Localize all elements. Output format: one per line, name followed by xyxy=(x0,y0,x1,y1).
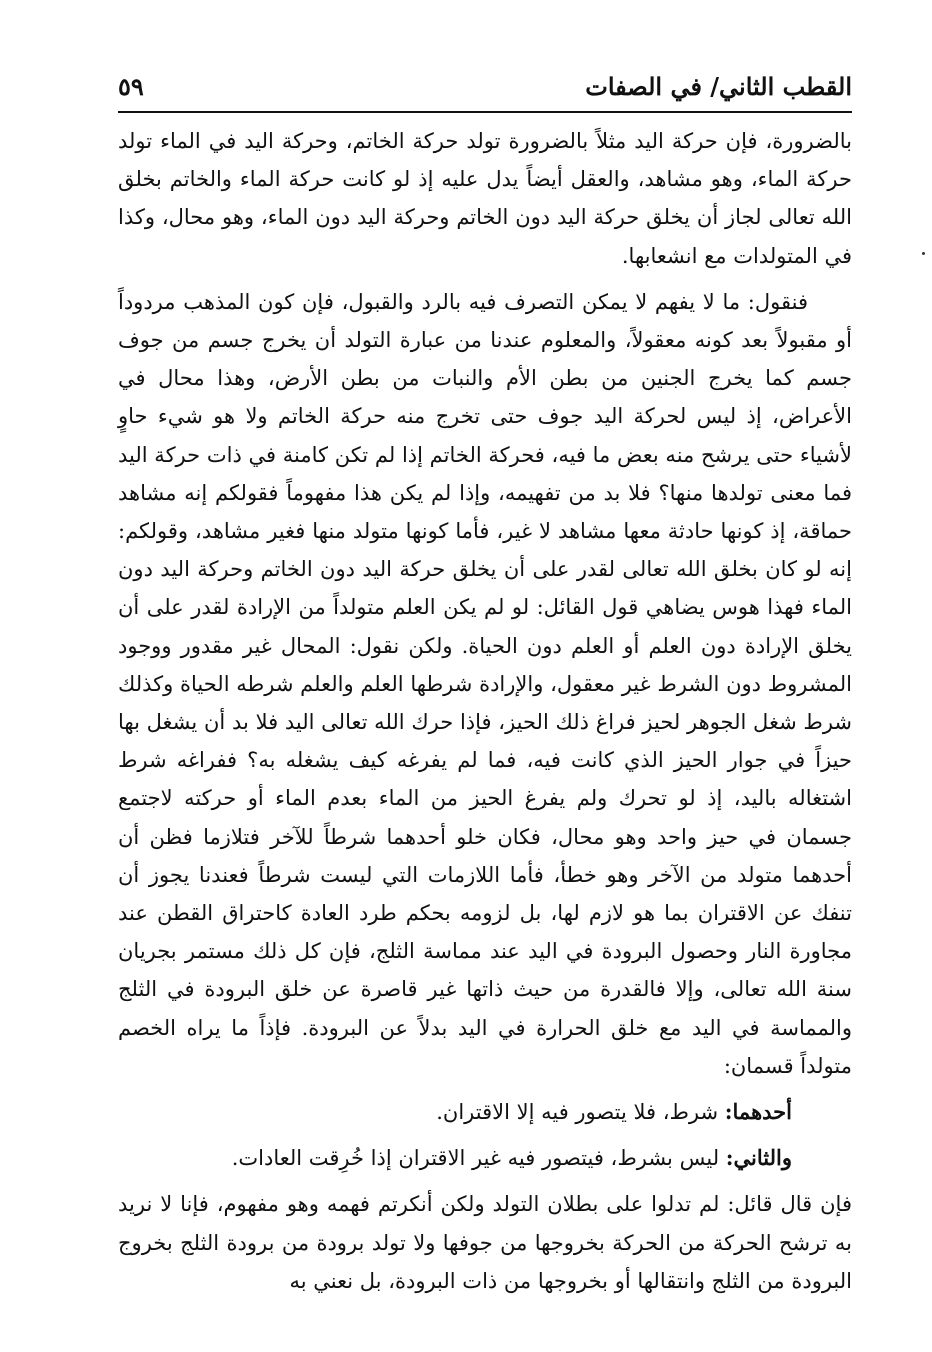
running-title: القطب الثاني/ في الصفات xyxy=(585,72,852,101)
list-item-first xyxy=(118,1093,852,1131)
paragraph-continuation: بالضرورة، فإن حركة اليد مثلاً بالضرورة تولد حركة الخاتم، وحركة اليد في الماء تولد حركة الماء، وهو مشاهد، والعقل أيضاً يدل عليه إذ لو كانت حركة الماء والخاتم بخلق الله تعالى لجاز أن يخلق حركة اليد دون الخاتم وحركة اليد دون الماء، وهو محال، وكذا في المتولدات مع انشعابها. xyxy=(118,129,852,268)
paragraph-objection: فإن قال قائل: لم تدلوا على بطلان التولد ولكن أنكرتم فهمه وهو مفهوم، فإنا لا نريد به ترشح الحركة من الحركة بخروجها من جوفها ولا تولد برودة من برودة الثلج بخروج البرودة من الثلج وانتقالها أو بخروجها من ذات البرودة، بل نعني به xyxy=(118,1192,852,1293)
list-item-first-text: شرط، فلا يتصور فيه إلا الاقتران. xyxy=(436,1100,719,1125)
paragraph-refutation: فنقول: ما لا يفهم لا يمكن التصرف فيه بالرد والقبول، فإن كون المذهب مردوداً أو مقبولاً بعد كونه معقولاً، والمعلوم عندنا من عبارة التولد أن يخرج جسم من جوف جسم كما يخرج الجنين من بطن الأم والنبات من بطن الأرض، وهذا محال في الأعراض، إذ ليس لحركة اليد جوف حتى تخرج منه حركة الخاتم ولا هو شيء حاوٍ لأشياء حتى يرشح منه بعض ما فيه، فحركة الخاتم إذا لم تكن كامنة في ذات حركة اليد فما معنى تولدها منها؟ فلا بد من تفهيمه، وإذا لم يكن هذا مفهوماً فقولكم إنه مشاهد حماقة، إذ كونها حادثة معها مشاهد لا غير، فأما كونها متولد منها فغير مشاهد، وقولكم: إنه لو كان بخلق الله تعالى لقدر على أن يخلق حركة اليد دون الخاتم وحركة اليد دون الماء فهذا هوس يضاهي قول القائل: لو لم يكن العلم متولداً من الإرادة لقدر على أن يخلق الإرادة دون العلم أو العلم دون الحياة. ولكن نقول: المحال غير مقدور ووجود المشروط دون الشرط غير معقول، والإرادة شرطها العلم والعلم شرطه الحياة وكذلك شرط شغل الجوهر لحيز فراغ ذلك الحيز، فإذا حرك الله تعالى اليد فلا بد أن يشغل بها حيزاً في جوار الحيز الذي كانت فيه، فما لم يفرغه كيف يشغله به؟ ففراغه شرط اشتغاله باليد، إذ لو تحرك ولم يفرغ الحيز من الماء بعدم الماء أو حركته لاجتمع جسمان في حيز واحد وهو محال، فكان خلو أحدهما شرطاً للآخر فتلازما فظن أن أحدهما متولد من الآخر وهو خطأ، فأما اللازمات التي ليست شرطاً فعندنا يجوز أن تنفك عن الاقتران بما هو لازم لها، بل لزومه بحكم طرد العادة كاحتراق القطن عند مجاورة النار وحصول البرودة في اليد عند مماسة الثلج، فإن كل ذلك مستمر بجريان سنة الله تعالى، وإلا فالقدرة من حيث ذاتها غير قاصرة عن خلق البرودة في الثلج والمماسة في اليد مع خلق الحرارة في اليد بدلاً عن البرودة. فإذاً ما يراه الخصم متولداً قسمان: xyxy=(118,289,852,1078)
page-header xyxy=(118,66,852,110)
list-item-second-text: ليس بشرط، فيتصور فيه غير الاقتران إذا خُرِقت العادات. xyxy=(231,1146,720,1171)
list-item-second-label: والثاني: xyxy=(725,1145,792,1171)
page-number: ٥٩ xyxy=(118,72,144,101)
list-item-second xyxy=(118,1139,852,1177)
main-text xyxy=(118,122,852,1308)
list-item-first-label: أحدهما: xyxy=(724,1099,792,1125)
margin-speck xyxy=(922,252,925,255)
header-rule xyxy=(118,111,852,113)
